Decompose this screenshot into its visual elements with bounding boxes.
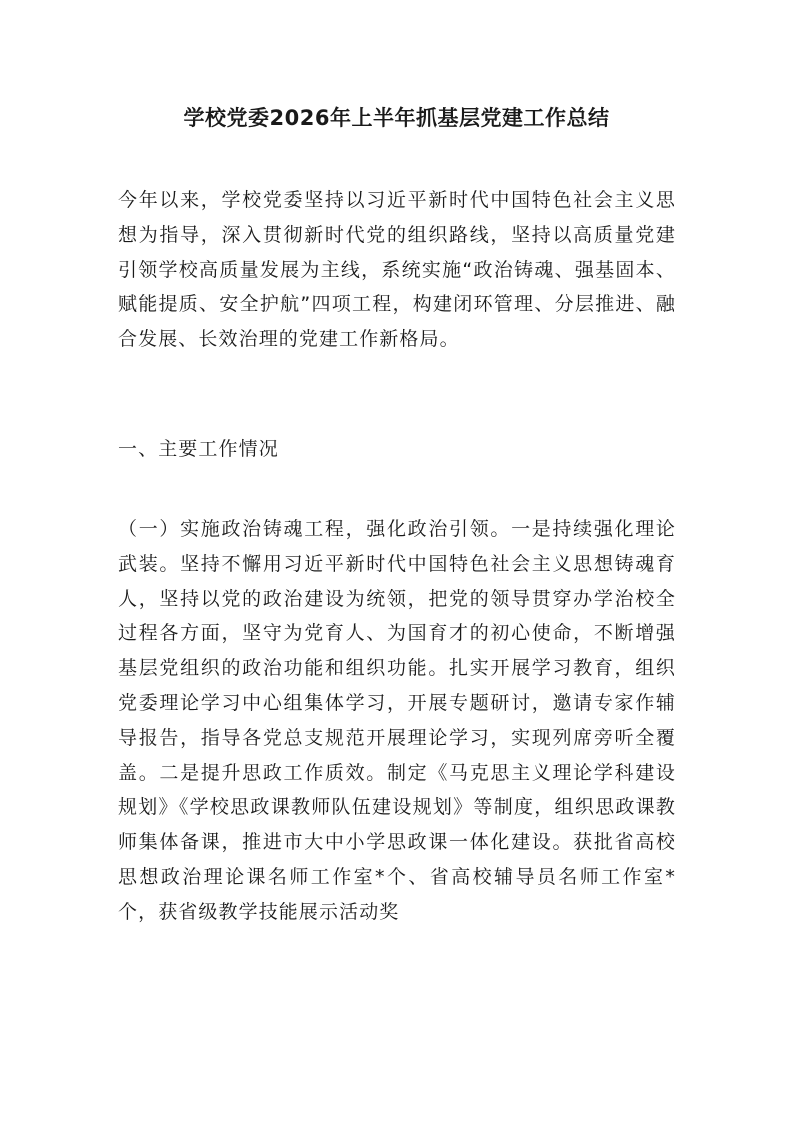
document-title: 学校党委2026年上半年抓基层党建工作总结	[183, 106, 610, 130]
section-paragraph: （一）实施政治铸魂工程，强化政治引领。一是持续强化理论武装。坚持不懈用习近平新时代中国特色社会主义思想铸魂育人，坚持以党的政治建设为统领，把党的领导贯穿办学治校全过程各方面，坚守为党育人、为国育才的初心使命，不断增强基层党组织的政治功能和组织功能。扎实开展学习教育，组织党委理论学习中心组集体学习，开展专题研讨，邀请专家作辅导报告，指导各党总支规范开展理论学习，实现列席旁听全覆盖。二是提升思政工作质效。制定《马克思主义理论学科建设规划》《学校思政课教师队伍建设规划》等制度，组织思政课教师集体备课，推进市大中小学思政课一体化建设。获批省高校思想政治理论课名师工作室*个、省高校辅导员名师工作室*个，获省级教学技能展示活动奖	[118, 518, 676, 923]
section-heading: 一、主要工作情况	[118, 438, 279, 460]
intro-paragraph: 今年以来，学校党委坚持以习近平新时代中国特色社会主义思想为指导，深入贯彻新时代党的组织路线，坚持以高质量党建引领学校高质量发展为主线，系统实施“政治铸魂、强基固本、赋能提质、安全护航”四项工程，构建闭环管理、分层推进、融合发展、长效治理的党建工作新格局。	[118, 189, 676, 351]
